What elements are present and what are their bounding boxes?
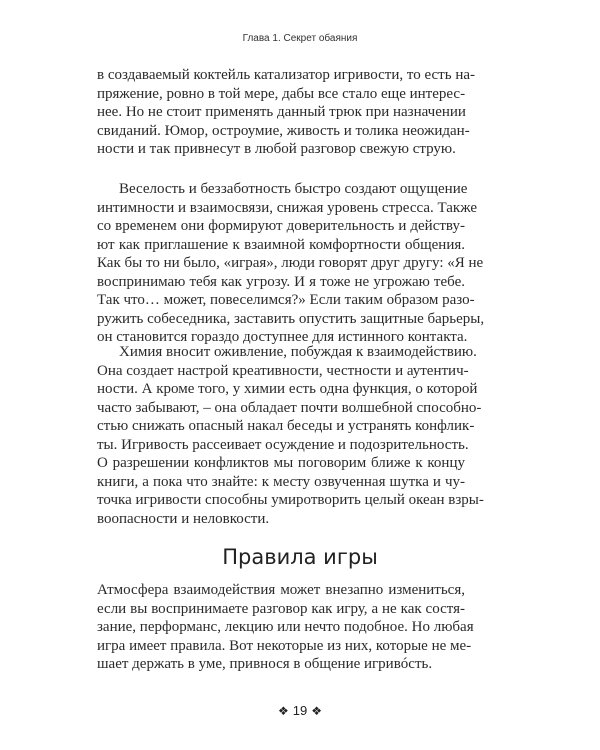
text-line: Атмосфера взаимодействия может внезапно измениться, <box>97 582 465 598</box>
paragraph-3 <box>97 343 484 528</box>
ornament-right-icon: ❖ <box>311 704 322 718</box>
page-number: 19 <box>292 703 308 718</box>
text-line: нее. Но не стоит применять данный трюк при назначении <box>97 104 466 120</box>
text-line: в создаваемый коктейль катализатор игривости, то есть на- <box>97 67 476 83</box>
running-header: Глава 1. Секрет обаяния <box>242 33 358 44</box>
text-line: со временем они формируют доверительность и действу- <box>97 218 465 234</box>
text-line: Химия вносит оживление, побуждая к взаимодействию. <box>119 344 477 360</box>
text-line: пряжение, ровно в той мере, дабы все стало еще интерес- <box>97 85 466 102</box>
section-heading: Правила игры <box>222 545 378 569</box>
text-line: если вы воспринимаете разговор как игру, а не как состя- <box>97 600 465 617</box>
text-line: шает держать в уме, привнося в общение игривóсть. <box>97 656 433 672</box>
text-line: ты. Игривость рассеивает осуждение и подозрительность. <box>97 436 469 453</box>
page-footer <box>0 703 600 718</box>
text-line: Так что… может, повеселимся?» Если таким образом разо- <box>97 292 475 308</box>
text-line: книги, а пока что знайте: к месту озвученная шутка и чу- <box>97 473 465 490</box>
paragraph-1 <box>97 66 476 159</box>
text-line: ности. А кроме того, у химии есть одна функция, о которой <box>97 381 478 397</box>
text-line: свиданий. Юмор, остроумие, живость и толика неожидан- <box>97 122 470 139</box>
text-line: он становится гораздо доступнее для истинного контакта. <box>97 329 468 345</box>
text-line: О разрешении конфликтов мы поговорим ближе к концу <box>97 455 465 471</box>
text-line: точка игривости способны умиротворить целый океан взры- <box>97 492 484 508</box>
paragraph-4 <box>97 581 474 674</box>
text-line: интимности и взаимосвязи, снижая уровень стресса. Также <box>97 199 478 216</box>
text-line: Она создает настрой креативности, честности и аутентич- <box>97 362 469 379</box>
text-line: ности и так привнесут в любой разговор свежую струю. <box>97 141 456 157</box>
text-line: ют как приглашение к взаимной комфортности общения. <box>97 236 465 253</box>
text-line: ружить собеседника, заставить опустить защитные барьеры, <box>97 310 485 327</box>
text-line: часто забывают, – она обладает почти волшебной способно- <box>97 399 482 416</box>
text-line: воопасности и неловкости. <box>97 510 270 527</box>
text-line: Как бы то ни было, «играя», люди говорят друг другу: «Я не <box>97 255 484 271</box>
text-line: зание, перформанс, лекцию или нечто подобное. Но любая <box>97 619 474 635</box>
paragraph-2 <box>97 180 485 347</box>
text-line: Веселость и беззаботность быстро создают ощущение <box>119 181 468 197</box>
text-line: стью снижать опасный накал беседы и устранять конфлик- <box>97 418 475 434</box>
text-line: игра имеет правила. Вот некоторые из них, которые не ме- <box>97 637 472 654</box>
ornament-left-icon: ❖ <box>278 704 289 718</box>
text-line: воспринимаю тебя как угрозу. И я тоже не угрожаю тебе. <box>97 273 465 290</box>
